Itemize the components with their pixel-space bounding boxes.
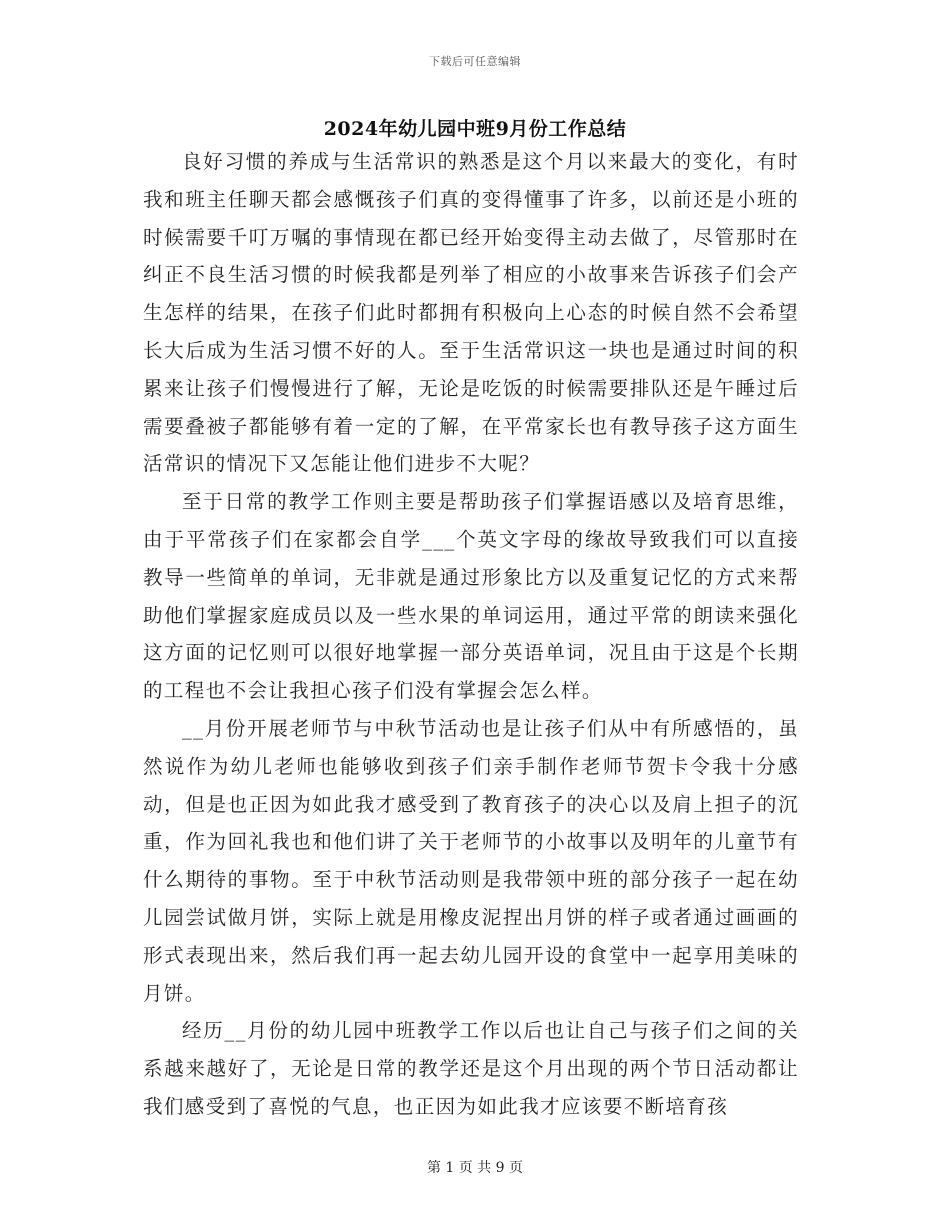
page-number: 第 1 页 共 9 页 bbox=[426, 1160, 524, 1176]
paragraph: 至于日常的教学工作则主要是帮助孩子们掌握语感以及培育思维，由于平常孩子们在家都会自学___个英文字母的缘故导致我们可以直接教导一些简单的单词，无非就是通过形象比方以及重复记忆的方式来帮助他们掌握家庭成员以及一些水果的单词运用，通过平常的朗读来强化这方面的记忆则可以很好地掌握一部分英语单词，况且由于这是个长期的工程也不会让我担心孩子们没有掌握会怎么样。 bbox=[143, 490, 799, 703]
document-title: 2024年幼儿园中班9月份工作总结 bbox=[323, 118, 627, 140]
document-body bbox=[143, 143, 799, 1126]
header-note: 下载后可任意编辑 bbox=[429, 55, 521, 68]
paragraph: __月份开展老师节与中秋节活动也是让孩子们从中有所感悟的，虽然说作为幼儿老师也能够收到孩子们亲手制作老师节贺卡令我十分感动，但是也正因为如此我才感受到了教育孩子的决心以及肩上担子的沉重，作为回礼我也和他们讲了关于老师节的小故事以及明年的儿童节有什么期待的事物。至于中秋节活动则是我带领中班的部分孩子一起在幼儿园尝试做月饼，实际上就是用橡皮泥捏出月饼的样子或者通过画画的形式表现出来，然后我们再一起去幼儿园开设的食堂中一起享用美味的月饼。 bbox=[143, 716, 799, 1005]
paragraph: 经历__月份的幼儿园中班教学工作以后也让自己与孩子们之间的关系越来越好了，无论是日常的教学还是这个月出现的两个节日活动都让我们感受到了喜悦的气息，也正因为如此我才应该要不断培育孩 bbox=[143, 1019, 799, 1118]
paragraph: 良好习惯的养成与生活常识的熟悉是这个月以来最大的变化，有时我和班主任聊天都会感慨孩子们真的变得懂事了许多，以前还是小班的时候需要千叮万嘱的事情现在都已经开始变得主动去做了，尽管那时在纠正不良生活习惯的时候我都是列举了相应的小故事来告诉孩子们会产生怎样的结果，在孩子们此时都拥有积极向上心态的时候自然不会希望长大后成为生活习惯不好的人。至于生活常识这一块也是通过时间的积累来让孩子们慢慢进行了解，无论是吃饭的时候需要排队还是午睡过后需要叠被子都能够有着一定的了解，在平常家长也有教导孩子这方面生活常识的情况下又怎能让他们进步不大呢？ bbox=[143, 150, 799, 476]
